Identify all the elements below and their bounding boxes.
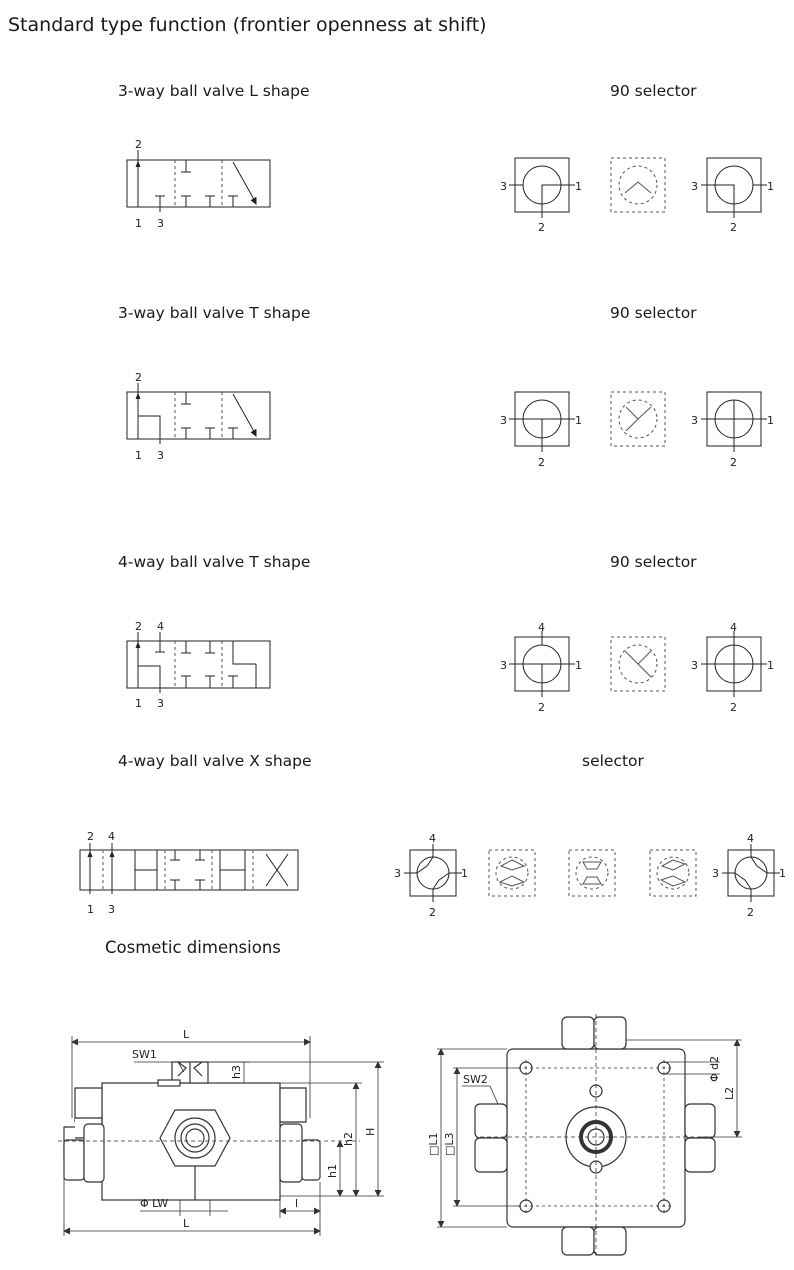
port-label-1: 1	[461, 867, 468, 880]
selector-4way-t-left	[509, 631, 575, 697]
selector-4way-x-2	[489, 850, 535, 896]
port-label-2: 2	[730, 221, 737, 234]
port-label-1: 1	[779, 867, 786, 880]
dim-label-h2: h2	[342, 1132, 355, 1146]
selector-4way-x-5	[722, 844, 780, 902]
port-label-3: 3	[157, 697, 164, 710]
port-label-1: 1	[575, 414, 582, 427]
section-title-4way-x: 4-way ball valve X shape	[118, 752, 312, 770]
selector-4way-x-4	[650, 850, 696, 896]
dim-label-sw1: SW1	[132, 1048, 157, 1061]
dim-label-l: l	[295, 1197, 299, 1210]
section-title-3way-t: 3-way ball valve T shape	[118, 304, 311, 322]
selector-title-4way-t: 90 selector	[610, 553, 697, 571]
port-label-4: 4	[157, 620, 164, 633]
port-label-1: 1	[135, 217, 142, 230]
port-label-1: 1	[767, 659, 774, 672]
port-label-3: 3	[691, 659, 698, 672]
port-label-3: 3	[500, 659, 507, 672]
port-label-1: 1	[575, 659, 582, 672]
top-view-drawing	[475, 1017, 715, 1255]
port-label-1: 1	[135, 449, 142, 462]
selector-3way-t-right	[701, 392, 767, 452]
port-label-2: 2	[730, 456, 737, 469]
selector-4way-x-3	[569, 850, 615, 896]
symbol-4way-t	[127, 632, 270, 693]
port-label-2: 2	[538, 221, 545, 234]
selector-3way-l-left	[509, 158, 575, 218]
dim-label-h1: h1	[326, 1164, 339, 1178]
port-label-3: 3	[691, 180, 698, 193]
symbol-4way-x	[80, 843, 298, 894]
port-label-3: 3	[500, 180, 507, 193]
port-label-4: 4	[538, 621, 545, 634]
port-label-2: 2	[429, 906, 436, 919]
port-label-3: 3	[500, 414, 507, 427]
port-label-1: 1	[87, 903, 94, 916]
dim-label-H: H	[364, 1127, 377, 1136]
dim-label-L2: L2	[723, 1086, 736, 1100]
dim-label-L1: □L1	[427, 1132, 440, 1156]
selector-3way-l-middle	[611, 158, 665, 212]
port-label-3: 3	[712, 867, 719, 880]
port-label-2: 2	[135, 371, 142, 384]
dim-label-d2: Φ d2	[708, 1055, 721, 1082]
selector-3way-t-middle	[611, 392, 665, 446]
port-label-3: 3	[157, 217, 164, 230]
port-label-4: 4	[730, 621, 737, 634]
dim-label-h3: h3	[230, 1065, 243, 1079]
port-label-1: 1	[135, 697, 142, 710]
symbol-3way-t	[127, 383, 270, 444]
port-label-3: 3	[157, 449, 164, 462]
selector-title-4way-x: selector	[582, 752, 644, 770]
dim-label-L-top: L	[183, 1028, 190, 1041]
selector-3way-t-left	[509, 392, 575, 452]
port-label-1: 1	[767, 180, 774, 193]
port-label-1: 1	[575, 180, 582, 193]
section-title-4way-t: 4-way ball valve T shape	[118, 553, 311, 571]
port-label-3: 3	[108, 903, 115, 916]
dim-label-L3: □L3	[443, 1132, 456, 1156]
dim-label-L-bottom: L	[183, 1217, 190, 1230]
port-label-1: 1	[767, 414, 774, 427]
selector-4way-t-right	[701, 631, 767, 697]
port-label-2: 2	[747, 906, 754, 919]
port-label-3: 3	[394, 867, 401, 880]
port-label-4: 4	[108, 830, 115, 843]
port-label-2: 2	[87, 830, 94, 843]
selector-3way-l-right	[701, 158, 767, 218]
section-title-3way-l: 3-way ball valve L shape	[118, 82, 310, 100]
port-label-2: 2	[135, 138, 142, 151]
cosmetic-dimensions-title: Cosmetic dimensions	[105, 938, 281, 957]
port-label-2: 2	[538, 701, 545, 714]
selector-4way-t-middle	[611, 637, 665, 691]
port-label-2: 2	[730, 701, 737, 714]
port-label-2: 2	[135, 620, 142, 633]
dim-label-lw: Φ LW	[140, 1197, 169, 1210]
port-label-2: 2	[538, 456, 545, 469]
port-label-4: 4	[747, 832, 754, 845]
symbol-3way-l	[127, 150, 270, 212]
dim-label-sw2: SW2	[463, 1073, 488, 1086]
selector-title-3way-l: 90 selector	[610, 82, 697, 100]
selector-4way-x-1	[404, 844, 462, 902]
selector-title-3way-t: 90 selector	[610, 304, 697, 322]
port-label-4: 4	[429, 832, 436, 845]
port-label-3: 3	[691, 414, 698, 427]
page-title: Standard type function (frontier openness at shift)	[8, 14, 487, 36]
